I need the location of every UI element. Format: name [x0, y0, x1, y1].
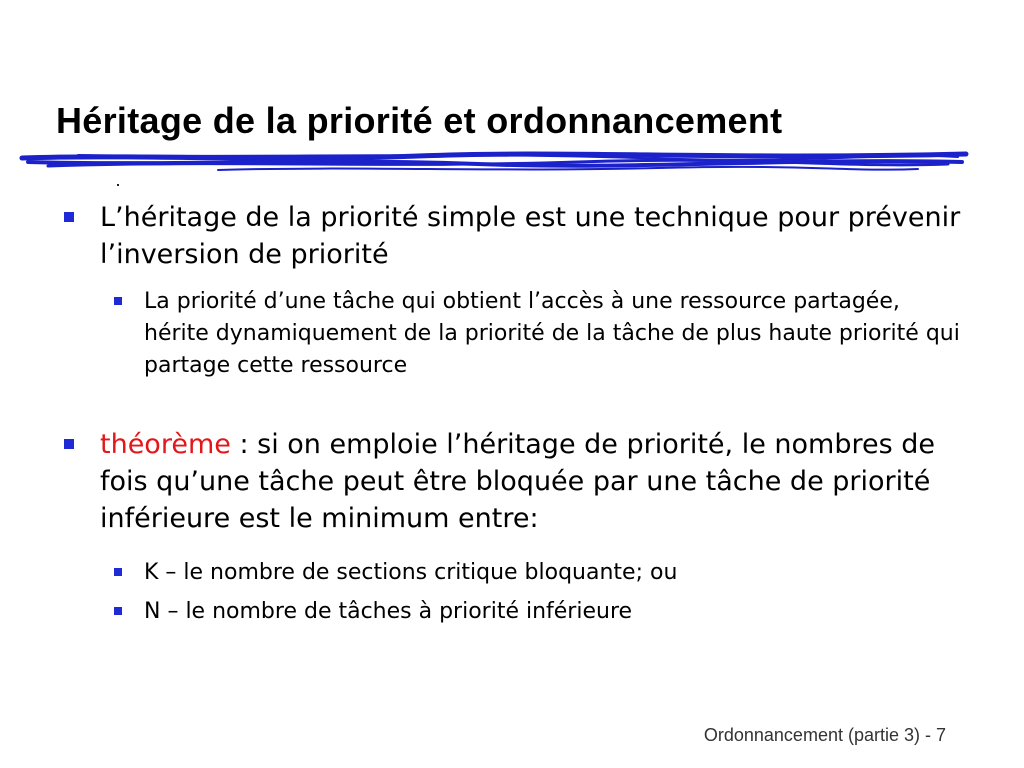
subbullet-text: K – le nombre de sections critique bloquante; ou — [144, 560, 678, 585]
list-item — [100, 426, 980, 537]
stray-dot — [117, 184, 119, 186]
bullet-square-icon — [114, 607, 122, 615]
highlight-text: théorème — [100, 429, 231, 460]
list-item — [144, 557, 964, 589]
bullet-square-icon — [64, 212, 74, 222]
bullet-text: : si on emploie l’héritage de priorité, le nombres de fois qu’une tâche peut être bloquée par une tâche de priorité inférieure est le minimum entre: — [100, 429, 935, 534]
subbullet-text: N – le nombre de tâches à priorité inférieure — [144, 599, 633, 624]
bullet-square-icon — [64, 439, 74, 449]
slide-footer: Ordonnancement (partie 3) - 7 — [703, 725, 946, 745]
title-underline-brushstroke — [18, 146, 970, 186]
subbullet-text: La priorité d’une tâche qui obtient l’accès à une ressource partagée, hérite dynamiquement de la priorité de la tâche de plus haute priorité qui partage cette ressource — [144, 289, 960, 378]
list-item — [100, 199, 980, 273]
bullet-square-icon — [114, 297, 122, 305]
slide-title: Héritage de la priorité et ordonnancement — [56, 100, 783, 141]
bullet-text: L’héritage de la priorité simple est une technique pour prévenir l’inversion de priorité — [100, 202, 961, 270]
bullet-square-icon — [114, 568, 122, 576]
list-item — [144, 596, 964, 628]
list-item — [144, 286, 964, 382]
